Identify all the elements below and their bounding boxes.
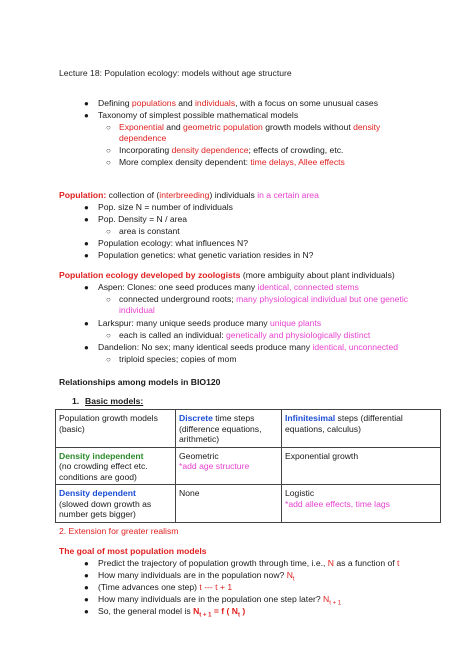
intro-sub-1-cont: dependence <box>119 133 167 143</box>
sub-bullet-icon: ○ <box>106 227 111 236</box>
bullet-icon: ● <box>84 319 89 328</box>
goal-bullet-3 <box>98 582 232 593</box>
table-cell <box>282 447 441 485</box>
bullet-icon: ● <box>84 99 89 108</box>
bullet-icon: ● <box>84 111 89 120</box>
intro-bullet-2: Taxonomy of simplest possible mathematical models <box>98 110 299 120</box>
text: density dependence <box>171 145 249 155</box>
text: density <box>353 122 381 132</box>
bullet-icon: ● <box>84 595 89 604</box>
text: ) <box>239 606 246 616</box>
text: (no crowding effect etc. conditions are good) <box>59 461 148 482</box>
basic-models-label: Basic models: <box>85 396 144 406</box>
table-cell <box>176 410 282 448</box>
text: Infinitesimal <box>285 413 336 423</box>
population-bullet-1: Pop. size N = number of individuals <box>98 202 233 212</box>
text: Larkspur: many unique seeds produce many <box>98 318 270 328</box>
text: growth models without <box>262 122 354 132</box>
text: (Time advances one step) <box>98 582 200 592</box>
text: time steps (difference equations, arithmetic) <box>179 413 262 444</box>
text: Geometric <box>179 450 219 461</box>
table-row <box>56 410 441 448</box>
text: (slowed down growth as number gets bigger) <box>59 498 152 519</box>
text: genetically and physiologically distinct <box>226 330 371 340</box>
larkspur-sub <box>119 330 370 341</box>
text: N <box>323 594 330 604</box>
table-cell <box>176 447 282 485</box>
relationships-heading: Relationships among models in BIO120 <box>59 377 221 387</box>
text: Exponential growth <box>285 450 359 461</box>
text: ) individuals <box>209 190 258 200</box>
text: geometric population <box>183 122 263 132</box>
text: N <box>286 570 293 580</box>
text: as a function of <box>333 558 398 568</box>
sub-bullet-icon: ○ <box>106 355 111 364</box>
goal-bullet-1 <box>98 558 399 569</box>
intro-sub-1 <box>119 122 380 133</box>
text: Dandelion: No sex; many identical seeds produce many <box>98 342 313 352</box>
text: t <box>397 558 400 568</box>
table-cell <box>56 485 176 523</box>
table-cell <box>56 410 176 448</box>
models-table <box>55 409 441 523</box>
text: Incorporating <box>119 145 172 155</box>
text: individuals <box>195 98 236 108</box>
text: and <box>163 122 184 132</box>
text: More complex density dependent: <box>119 157 251 167</box>
text: Predict the trajectory of population growth through time, i.e., <box>98 558 328 568</box>
bullet-icon: ● <box>84 559 89 568</box>
text: N <box>193 606 200 616</box>
bullet-icon: ● <box>84 203 89 212</box>
text: Discrete <box>179 413 213 423</box>
bullet-icon: ● <box>84 607 89 616</box>
sub-bullet-icon: ○ <box>106 123 111 132</box>
text: Defining <box>98 98 132 108</box>
table-cell <box>56 447 176 485</box>
dandelion-sub: triploid species; copies of mom <box>119 354 237 364</box>
text: Population ecology developed by zoologists <box>59 270 241 280</box>
bullet-icon: ● <box>84 215 89 224</box>
text: Exponential <box>119 122 164 132</box>
aspen-bullet <box>98 282 359 293</box>
goal-bullet-5 <box>98 606 245 622</box>
intro-sub-2 <box>119 145 343 156</box>
basic-models-number: 1. <box>72 396 80 406</box>
text: *add age structure <box>179 461 250 471</box>
population-bullet-3: Population ecology: what influences N? <box>98 238 249 248</box>
text: time delays, Allee effects <box>250 157 345 167</box>
text: connected underground roots; <box>119 294 237 304</box>
population-sub-1: area is constant <box>119 226 180 236</box>
text: in a certain area <box>257 190 319 200</box>
sub-bullet-icon: ○ <box>106 146 111 155</box>
table-cell <box>176 485 282 523</box>
aspen-sub <box>119 294 408 305</box>
text: = f ( N <box>211 606 238 616</box>
text: Aspen: Clones: one seed produces many <box>98 282 258 292</box>
text: Density dependent <box>59 488 136 498</box>
text: each is called an individual: <box>119 330 227 340</box>
sub-bullet-icon: ○ <box>106 331 111 340</box>
sub-bullet-icon: ○ <box>106 158 111 167</box>
goal-heading: The goal of most population models <box>59 546 207 556</box>
text: Density independent <box>59 450 144 461</box>
text: t <box>237 612 240 619</box>
text: *add allee effects, time lags <box>285 498 390 509</box>
text: How many individuals are in the population one step later? <box>98 594 324 604</box>
text: interbreeding <box>159 190 210 200</box>
intro-sub-3 <box>119 157 345 168</box>
table-row <box>56 485 441 523</box>
text: , with a focus on some unusual cases <box>235 98 378 108</box>
text: Logistic <box>285 488 315 498</box>
text: Population growth models (basic) <box>59 413 158 434</box>
text: identical, unconnected <box>312 342 399 352</box>
text: So, the general model is <box>98 606 194 616</box>
table-cell <box>282 410 441 448</box>
text: t + 1 <box>199 612 212 619</box>
bullet-icon: ● <box>84 571 89 580</box>
population-bullet-2: Pop. Density = N / area <box>98 214 188 224</box>
intro-bullet-1 <box>98 98 378 109</box>
text: How many individuals are in the population now? <box>98 570 287 580</box>
text: t + 1 <box>329 600 342 607</box>
text: N <box>327 558 334 568</box>
text: populations <box>131 98 176 108</box>
aspen-sub-cont: individual <box>119 305 155 315</box>
sub-bullet-icon: ○ <box>106 295 111 304</box>
text: t --- t + 1 <box>199 582 233 592</box>
page-title: Lecture 18: Population ecology: models without age structure <box>59 68 292 78</box>
text: identical, connected stems <box>257 282 359 292</box>
larkspur-bullet <box>98 318 321 329</box>
bullet-icon: ● <box>84 239 89 248</box>
text: None <box>179 488 200 498</box>
text: Population: <box>59 190 107 200</box>
text: collection of ( <box>106 190 160 200</box>
text: (more ambiguity about plant individuals) <box>240 270 395 280</box>
bullet-icon: ● <box>84 283 89 292</box>
population-bullet-4: Population genetics: what genetic variation resides in N? <box>98 250 314 260</box>
text: ; effects of crowding, etc. <box>248 145 344 155</box>
zoologists-heading <box>59 270 395 281</box>
bullet-icon: ● <box>84 583 89 592</box>
bullet-icon: ● <box>84 343 89 352</box>
extension-heading: 2. Extension for greater realism <box>59 526 179 536</box>
text: t <box>292 576 295 583</box>
text: unique plants <box>269 318 322 328</box>
table-row <box>56 447 441 485</box>
text: and <box>175 98 196 108</box>
population-definition <box>59 190 319 201</box>
dandelion-bullet <box>98 342 398 353</box>
bullet-icon: ● <box>84 251 89 260</box>
text: many physiological individual but one genetic <box>236 294 409 304</box>
text: steps (differential equations, calculus) <box>285 413 403 434</box>
table-cell <box>282 485 441 523</box>
